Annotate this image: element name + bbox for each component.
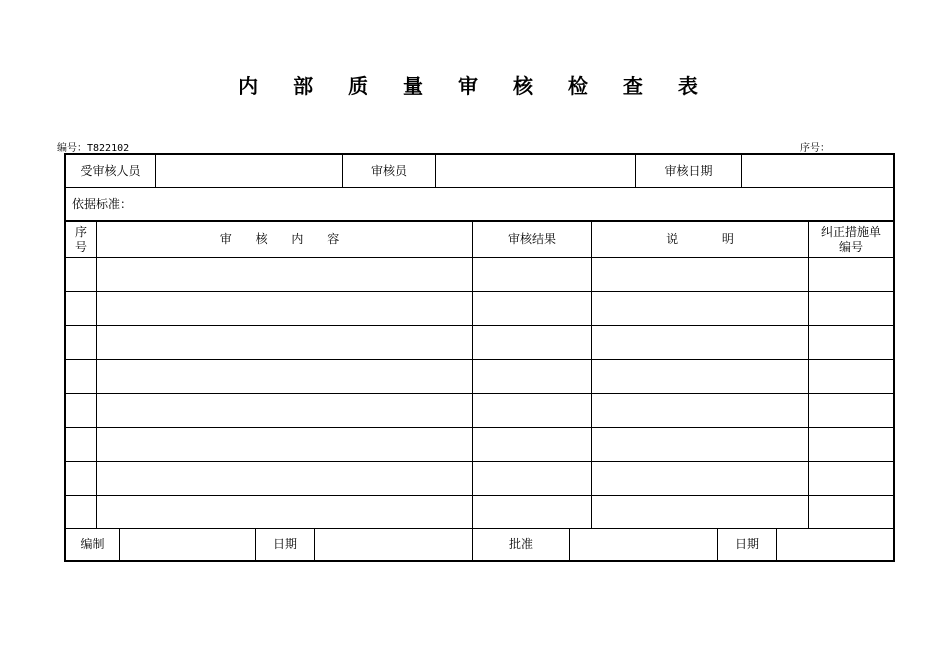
prepared-date-field[interactable] bbox=[314, 529, 472, 560]
cell-serial[interactable] bbox=[66, 360, 96, 393]
cell-corrective[interactable] bbox=[808, 394, 893, 427]
cell-content[interactable] bbox=[96, 428, 472, 461]
prepared-date-label: 日期 bbox=[255, 529, 314, 560]
basis-standard-label: 依据标准： bbox=[72, 196, 133, 211]
basis-standard-field[interactable] bbox=[66, 188, 893, 220]
audit-checklist-table bbox=[64, 153, 895, 562]
approved-by-label: 批准 bbox=[472, 529, 569, 560]
table-header-row bbox=[66, 220, 893, 257]
prepared-by-label: 编制 bbox=[80, 537, 105, 551]
cell-content[interactable] bbox=[96, 496, 472, 528]
cell-content[interactable] bbox=[96, 394, 472, 427]
cell-corrective[interactable] bbox=[808, 258, 893, 291]
auditee-label: 受审核人员 bbox=[80, 163, 141, 178]
col-header-serial-line2: 号 bbox=[74, 239, 87, 254]
approved-date-label: 日期 bbox=[717, 529, 776, 560]
footer-row bbox=[66, 528, 893, 560]
cell-result[interactable] bbox=[472, 428, 591, 461]
cell-serial[interactable] bbox=[66, 394, 96, 427]
serial-number-label: 序号： bbox=[800, 143, 830, 154]
prepared-by-field[interactable] bbox=[119, 529, 255, 560]
col-header-serial bbox=[66, 222, 96, 257]
auditee-field[interactable] bbox=[155, 155, 342, 187]
table-row bbox=[66, 495, 893, 528]
cell-corrective[interactable] bbox=[808, 360, 893, 393]
cell-corrective[interactable] bbox=[808, 326, 893, 359]
col-header-corrective-line1: 纠正措施单 bbox=[820, 224, 881, 239]
cell-description[interactable] bbox=[591, 292, 808, 325]
table-row bbox=[66, 325, 893, 359]
cell-serial[interactable] bbox=[66, 428, 96, 461]
cell-corrective[interactable] bbox=[808, 496, 893, 528]
cell-serial[interactable] bbox=[66, 462, 96, 495]
cell-corrective[interactable] bbox=[808, 462, 893, 495]
cell-result[interactable] bbox=[472, 292, 591, 325]
cell-description[interactable] bbox=[591, 496, 808, 528]
header-info-row bbox=[66, 155, 893, 187]
form-code bbox=[57, 139, 129, 154]
col-header-description: 说 明 bbox=[591, 222, 808, 257]
table-row bbox=[66, 257, 893, 291]
audit-date-label: 审核日期 bbox=[635, 155, 741, 187]
cell-result[interactable] bbox=[472, 394, 591, 427]
serial-number bbox=[800, 139, 830, 154]
cell-serial[interactable] bbox=[66, 326, 96, 359]
cell-serial[interactable] bbox=[66, 292, 96, 325]
col-header-corrective bbox=[808, 222, 893, 257]
cell-description[interactable] bbox=[591, 428, 808, 461]
page-title: 内 部 质 量 审 核 检 查 表 bbox=[238, 74, 712, 98]
cell-result[interactable] bbox=[472, 360, 591, 393]
cell-result[interactable] bbox=[472, 326, 591, 359]
cell-description[interactable] bbox=[591, 394, 808, 427]
col-header-serial-line1: 序 bbox=[74, 224, 87, 239]
cell-corrective[interactable] bbox=[808, 428, 893, 461]
basis-row bbox=[66, 187, 893, 220]
cell-description[interactable] bbox=[591, 462, 808, 495]
table-row bbox=[66, 291, 893, 325]
cell-result[interactable] bbox=[472, 496, 591, 528]
col-header-result: 审核结果 bbox=[472, 222, 591, 257]
table-row bbox=[66, 393, 893, 427]
auditor-field[interactable] bbox=[435, 155, 635, 187]
cell-content[interactable] bbox=[96, 462, 472, 495]
approved-date-field[interactable] bbox=[776, 529, 893, 560]
cell-content[interactable] bbox=[96, 360, 472, 393]
cell-description[interactable] bbox=[591, 326, 808, 359]
cell-description[interactable] bbox=[591, 258, 808, 291]
audit-date-field[interactable] bbox=[741, 155, 893, 187]
table-row bbox=[66, 461, 893, 495]
table-row bbox=[66, 359, 893, 393]
auditor-label: 审核员 bbox=[342, 155, 435, 187]
table-row bbox=[66, 427, 893, 461]
cell-content[interactable] bbox=[96, 326, 472, 359]
cell-serial[interactable] bbox=[66, 496, 96, 528]
cell-result[interactable] bbox=[472, 258, 591, 291]
form-code-label: 编号： bbox=[57, 143, 87, 154]
col-header-corrective-line2: 编号 bbox=[838, 239, 863, 254]
col-header-content: 审 核 内 容 bbox=[96, 222, 472, 257]
cell-result[interactable] bbox=[472, 462, 591, 495]
cell-content[interactable] bbox=[96, 258, 472, 291]
cell-description[interactable] bbox=[591, 360, 808, 393]
cell-corrective[interactable] bbox=[808, 292, 893, 325]
form-code-value: T822102 bbox=[87, 143, 130, 154]
cell-content[interactable] bbox=[96, 292, 472, 325]
cell-serial[interactable] bbox=[66, 258, 96, 291]
approved-by-field[interactable] bbox=[569, 529, 717, 560]
